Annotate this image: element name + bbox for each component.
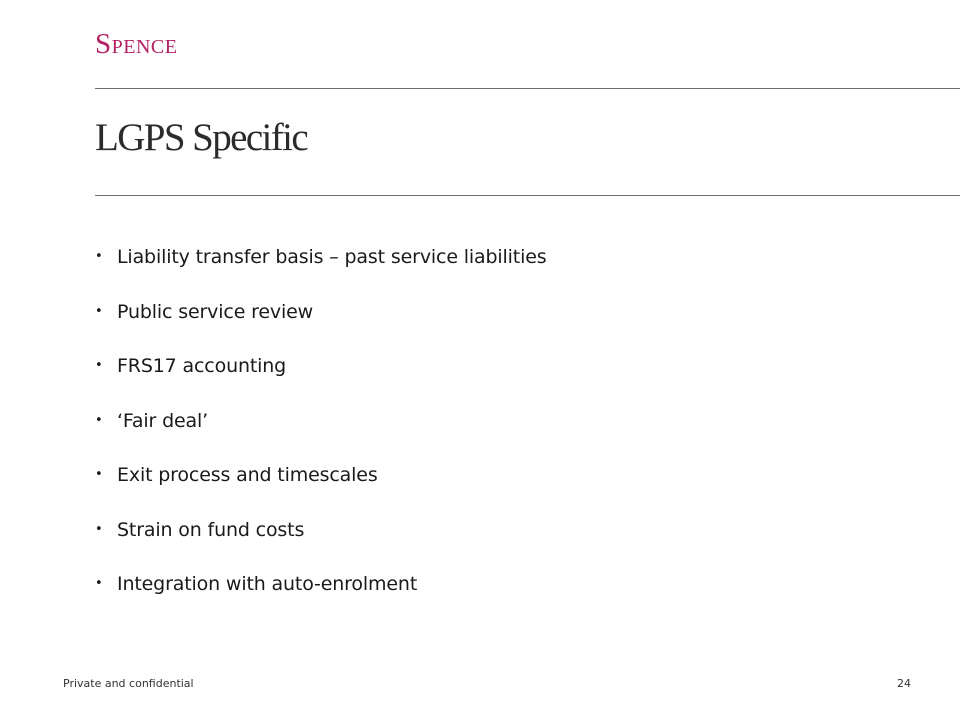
bullet-text: FRS17 accounting xyxy=(117,355,287,377)
bullet-text: Integration with auto-enrolment xyxy=(117,573,418,595)
bullet-text: Strain on fund costs xyxy=(117,518,305,541)
header-divider-bottom xyxy=(95,195,960,196)
header-divider-top xyxy=(95,88,960,89)
bullet-icon: • xyxy=(95,467,103,482)
bullet-text: Public service review xyxy=(117,300,314,323)
bullet-text: Liability transfer basis – past service liabilities xyxy=(117,246,547,268)
bullet-icon: • xyxy=(95,576,103,591)
bullet-icon: • xyxy=(95,412,103,428)
bullet-icon: • xyxy=(95,303,103,319)
page-number: 24 xyxy=(897,677,911,690)
slide-title: LGPS Specific xyxy=(95,116,308,159)
footer-confidentiality: Private and confidential xyxy=(63,677,194,690)
bullet-icon: • xyxy=(95,358,103,373)
spence-logo: Spence xyxy=(95,28,178,60)
bullet-icon: • xyxy=(95,249,103,264)
bullet-icon: • xyxy=(95,521,103,537)
bullet-text: ‘Fair deal’ xyxy=(117,409,209,432)
bullet-text: Exit process and timescales xyxy=(117,464,378,486)
